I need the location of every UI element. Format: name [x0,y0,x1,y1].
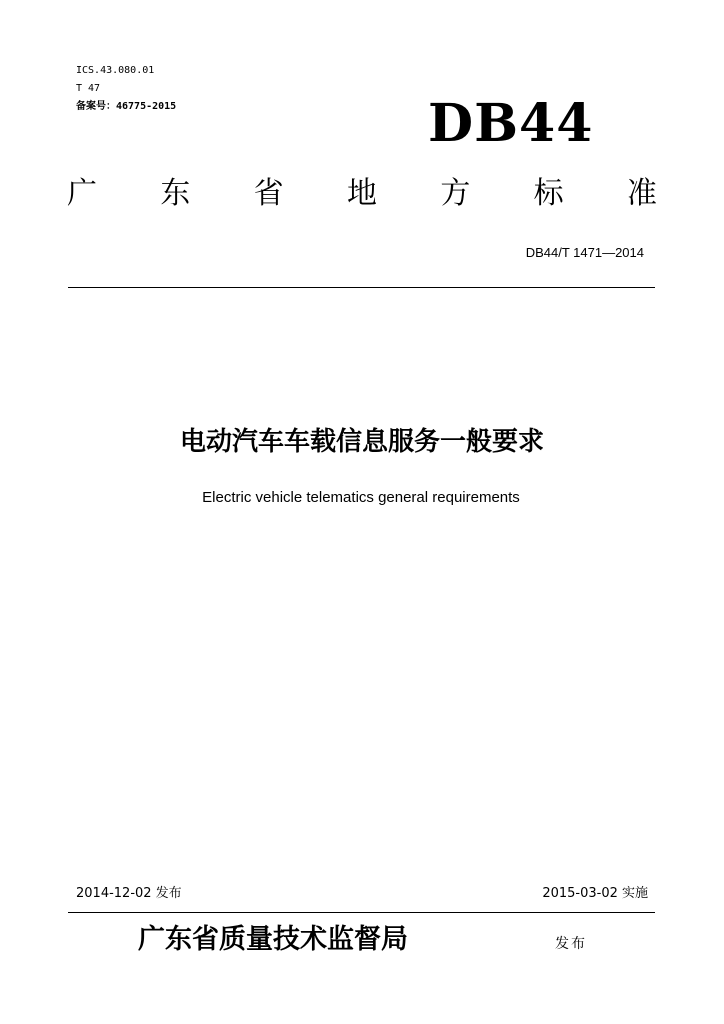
classification-code: T 47 [76,83,101,94]
standard-type-char: 标 [533,176,564,211]
standard-type-char: 东 [160,176,191,211]
top-divider [68,287,655,288]
db44-logo: DB44 [428,93,594,154]
document-title-chinese: 电动汽车车载信息服务一般要求 [179,427,544,457]
standard-type-char: 省 [253,176,284,211]
issue-date: 2014-12-02 发布 [76,886,182,901]
issuing-authority: 广东省质量技术监督局 [138,924,408,955]
bottom-divider [68,912,655,913]
implementation-date: 2015-03-02 实施 [542,886,648,901]
record-number: 备案号：46775-2015 [76,101,177,112]
document-title-english: Electric vehicle telematics general requirements [202,489,520,506]
standard-type-char: 地 [346,176,377,211]
standard-type-char: 广 [67,176,97,211]
standard-number: DB44/T 1471—2014 [525,245,644,260]
issue-label: 发布 [555,936,587,952]
ics-code: ICS.43.080.01 [76,65,155,76]
standard-type-char: 准 [626,176,657,211]
standard-type-heading [66,174,658,214]
standard-type-char: 方 [440,176,471,211]
